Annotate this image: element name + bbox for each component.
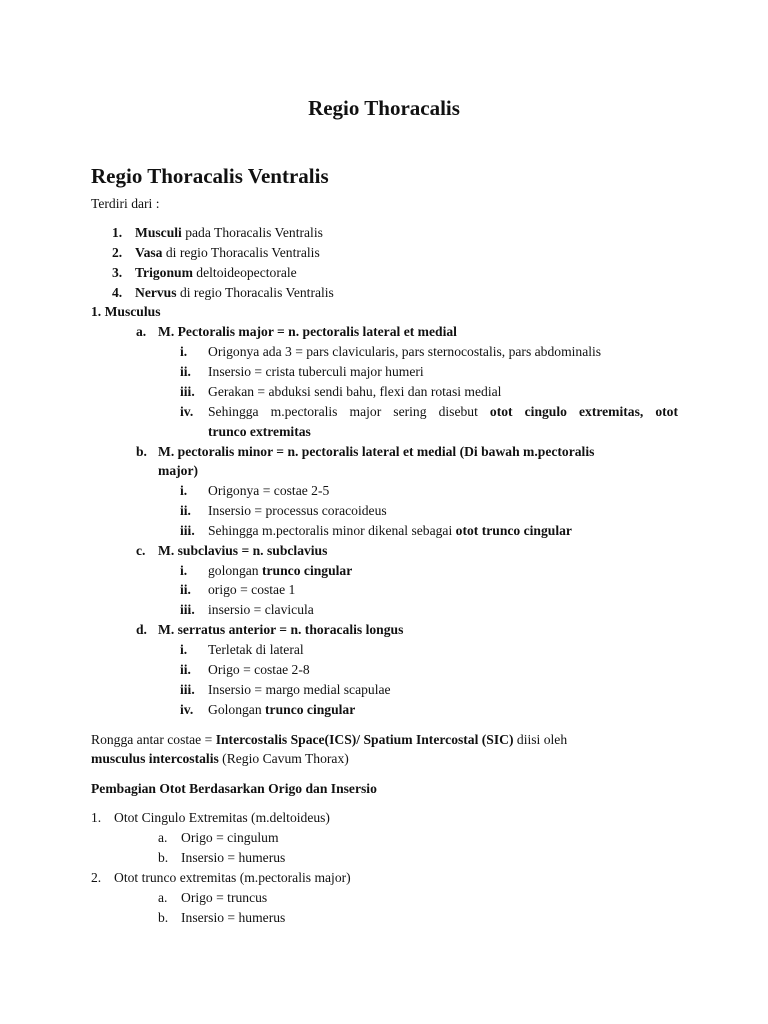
item-number: iv. [180, 702, 194, 717]
item-text: Origo = costae 2-8 [208, 662, 310, 677]
item-number: iii. [180, 523, 195, 538]
muscle-title: M. pectoralis minor = n. pectoralis lateral et medial (Di bawah m.pectoralis [158, 444, 595, 459]
item-text: Insersio = margo medial scapulae [208, 682, 391, 697]
list-text: deltoideopectorale [192, 265, 297, 280]
item-number: iii. [180, 384, 195, 399]
item-number: ii. [180, 662, 191, 677]
list-bold: Nervus [135, 285, 177, 300]
list-text: Otot trunco extremitas (m.pectoralis major) [114, 870, 351, 885]
item-text: Origonya ada 3 = pars clavicularis, pars sternocostalis, pars abdominalis [208, 344, 602, 359]
list-text: pada Thoracalis Ventralis [181, 225, 323, 240]
item-text: Insersio = processus coracoideus [208, 503, 387, 518]
muscle-letter: d. [136, 622, 147, 637]
sub-letter: a. [158, 830, 168, 845]
item-number: iv. [180, 404, 194, 419]
item-number: iii. [180, 682, 195, 697]
item-text: golongan trunco cingular [208, 563, 353, 578]
item-number: i. [180, 483, 188, 498]
item-text: Origonya = costae 2-5 [208, 483, 330, 498]
list-number: 2. [91, 870, 102, 885]
list-text: di regio Thoracalis Ventralis [162, 245, 320, 260]
item-number: iii. [180, 602, 195, 617]
list-text: Otot Cingulo Extremitas (m.deltoideus) [114, 810, 330, 825]
list-number: 1. [112, 225, 123, 240]
sub-letter: b. [158, 910, 169, 925]
list-bold: Vasa [135, 245, 163, 260]
item-number: i. [180, 344, 188, 359]
section-heading: Regio Thoracalis Ventralis [91, 164, 329, 188]
list-bold: Trigonum [135, 265, 193, 280]
item-number: i. [180, 642, 188, 657]
item-text: Gerakan = abduksi sendi bahu, flexi dan rotasi medial [208, 384, 502, 399]
item-text: Sehingga m.pectoralis major sering disebut otot cingulo extremitas, otot [208, 404, 678, 419]
item-text: origo = costae 1 [208, 582, 296, 597]
muscle-letter: b. [136, 444, 147, 459]
item-text: Insersio = crista tuberculi major humeri [208, 364, 424, 379]
item-text: Terletak di lateral [208, 642, 304, 657]
list-number: 1. [91, 810, 102, 825]
sub-text: Insersio = humerus [181, 910, 286, 925]
pembagian-heading: Pembagian Otot Berdasarkan Origo dan Insersio [91, 781, 377, 796]
muscle-title: M. subclavius = n. subclavius [158, 543, 328, 558]
page-title: Regio Thoracalis [308, 96, 460, 120]
list-text: di regio Thoracalis Ventralis [176, 285, 334, 300]
item-text: insersio = clavicula [208, 602, 314, 617]
list-bold: Musculi [135, 225, 182, 240]
item-text: Sehingga m.pectoralis minor dikenal sebagai otot trunco cingular [208, 523, 572, 538]
sub-text: Insersio = humerus [181, 850, 286, 865]
document-page: Regio Thoracalis Regio Thoracalis Ventralis Terdiri dari : 1. Musculi pada Thoracalis Ventralis 2. Vasa di regio Thoracalis Ventralis 3. Trigonum deltoideopectorale 4. Nervus di regio Thoracalis Ventralis 1. Musculus a. M. Pectoralis major = n. pectoralis lateral et medial i. Origonya ada 3 = pars clavicularis, pars sternocostalis, pars abdominalis ii. Insersio = crista tuberculi major humeri iii. Gerakan = abduksi sendi bahu, flexi dan rotasi medial iv. Sehingga m.pectoralis major sering disebut otot cingulo extremitas, otot trunco extremitas b. M. pectoralis minor = n. pectoralis lateral et medial (Di bawah m.pectoralis major) i. Origonya = costae 2-5 ii. Insersio = processus coracoideus iii. Sehingga m.pectoralis minor dikenal sebagai otot trunco cingular c. M. subclavius = n. subclavius i. golongan trunco cingular ii. origo = costae 1 iii. insersio = clavicula d. M. serratus anterior = n. thoracalis longus i. Terletak di lateral ii. Origo = costae 2-8 iii. Insersio = margo medial scapulae iv. Golongan trunco cingular Rongga antar costae = Intercostalis Space(ICS)/ Spatium Intercostal (SIC) diisi oleh musculus intercostalis (Regio Cavum Thorax) Pembagian Otot Berdasarkan Origo dan Insersio 1. Otot Cingulo Extremitas (m.deltoideus) a. Origo = cingulum b. Insersio = humerus 2. Otot trunco extremitas (m.pectoralis major) a. Origo = truncus b. Insersio = humerus [0, 0, 768, 1024]
item-text: Golongan trunco cingular [208, 702, 356, 717]
item-number: ii. [180, 503, 191, 518]
item-number: i. [180, 563, 188, 578]
item-number: ii. [180, 582, 191, 597]
muscle-title-cont: major) [158, 463, 199, 478]
sub-letter: a. [158, 890, 168, 905]
list-number: 2. [112, 245, 123, 260]
intro-text: Terdiri dari : [91, 196, 160, 211]
sub-text: Origo = cingulum [181, 830, 279, 845]
muscle-letter: c. [136, 543, 146, 558]
item-number: ii. [180, 364, 191, 379]
list-number: 3. [112, 265, 123, 280]
muscle-letter: a. [136, 324, 147, 339]
muscle-title: M. Pectoralis major = n. pectoralis lateral et medial [158, 324, 457, 339]
musculus-heading: 1. Musculus [91, 304, 161, 319]
list-number: 4. [112, 285, 123, 300]
muscle-title: M. serratus anterior = n. thoracalis longus [158, 622, 404, 637]
sub-text: Origo = truncus [181, 890, 268, 905]
sub-letter: b. [158, 850, 169, 865]
item-text-cont: trunco extremitas [208, 424, 311, 439]
